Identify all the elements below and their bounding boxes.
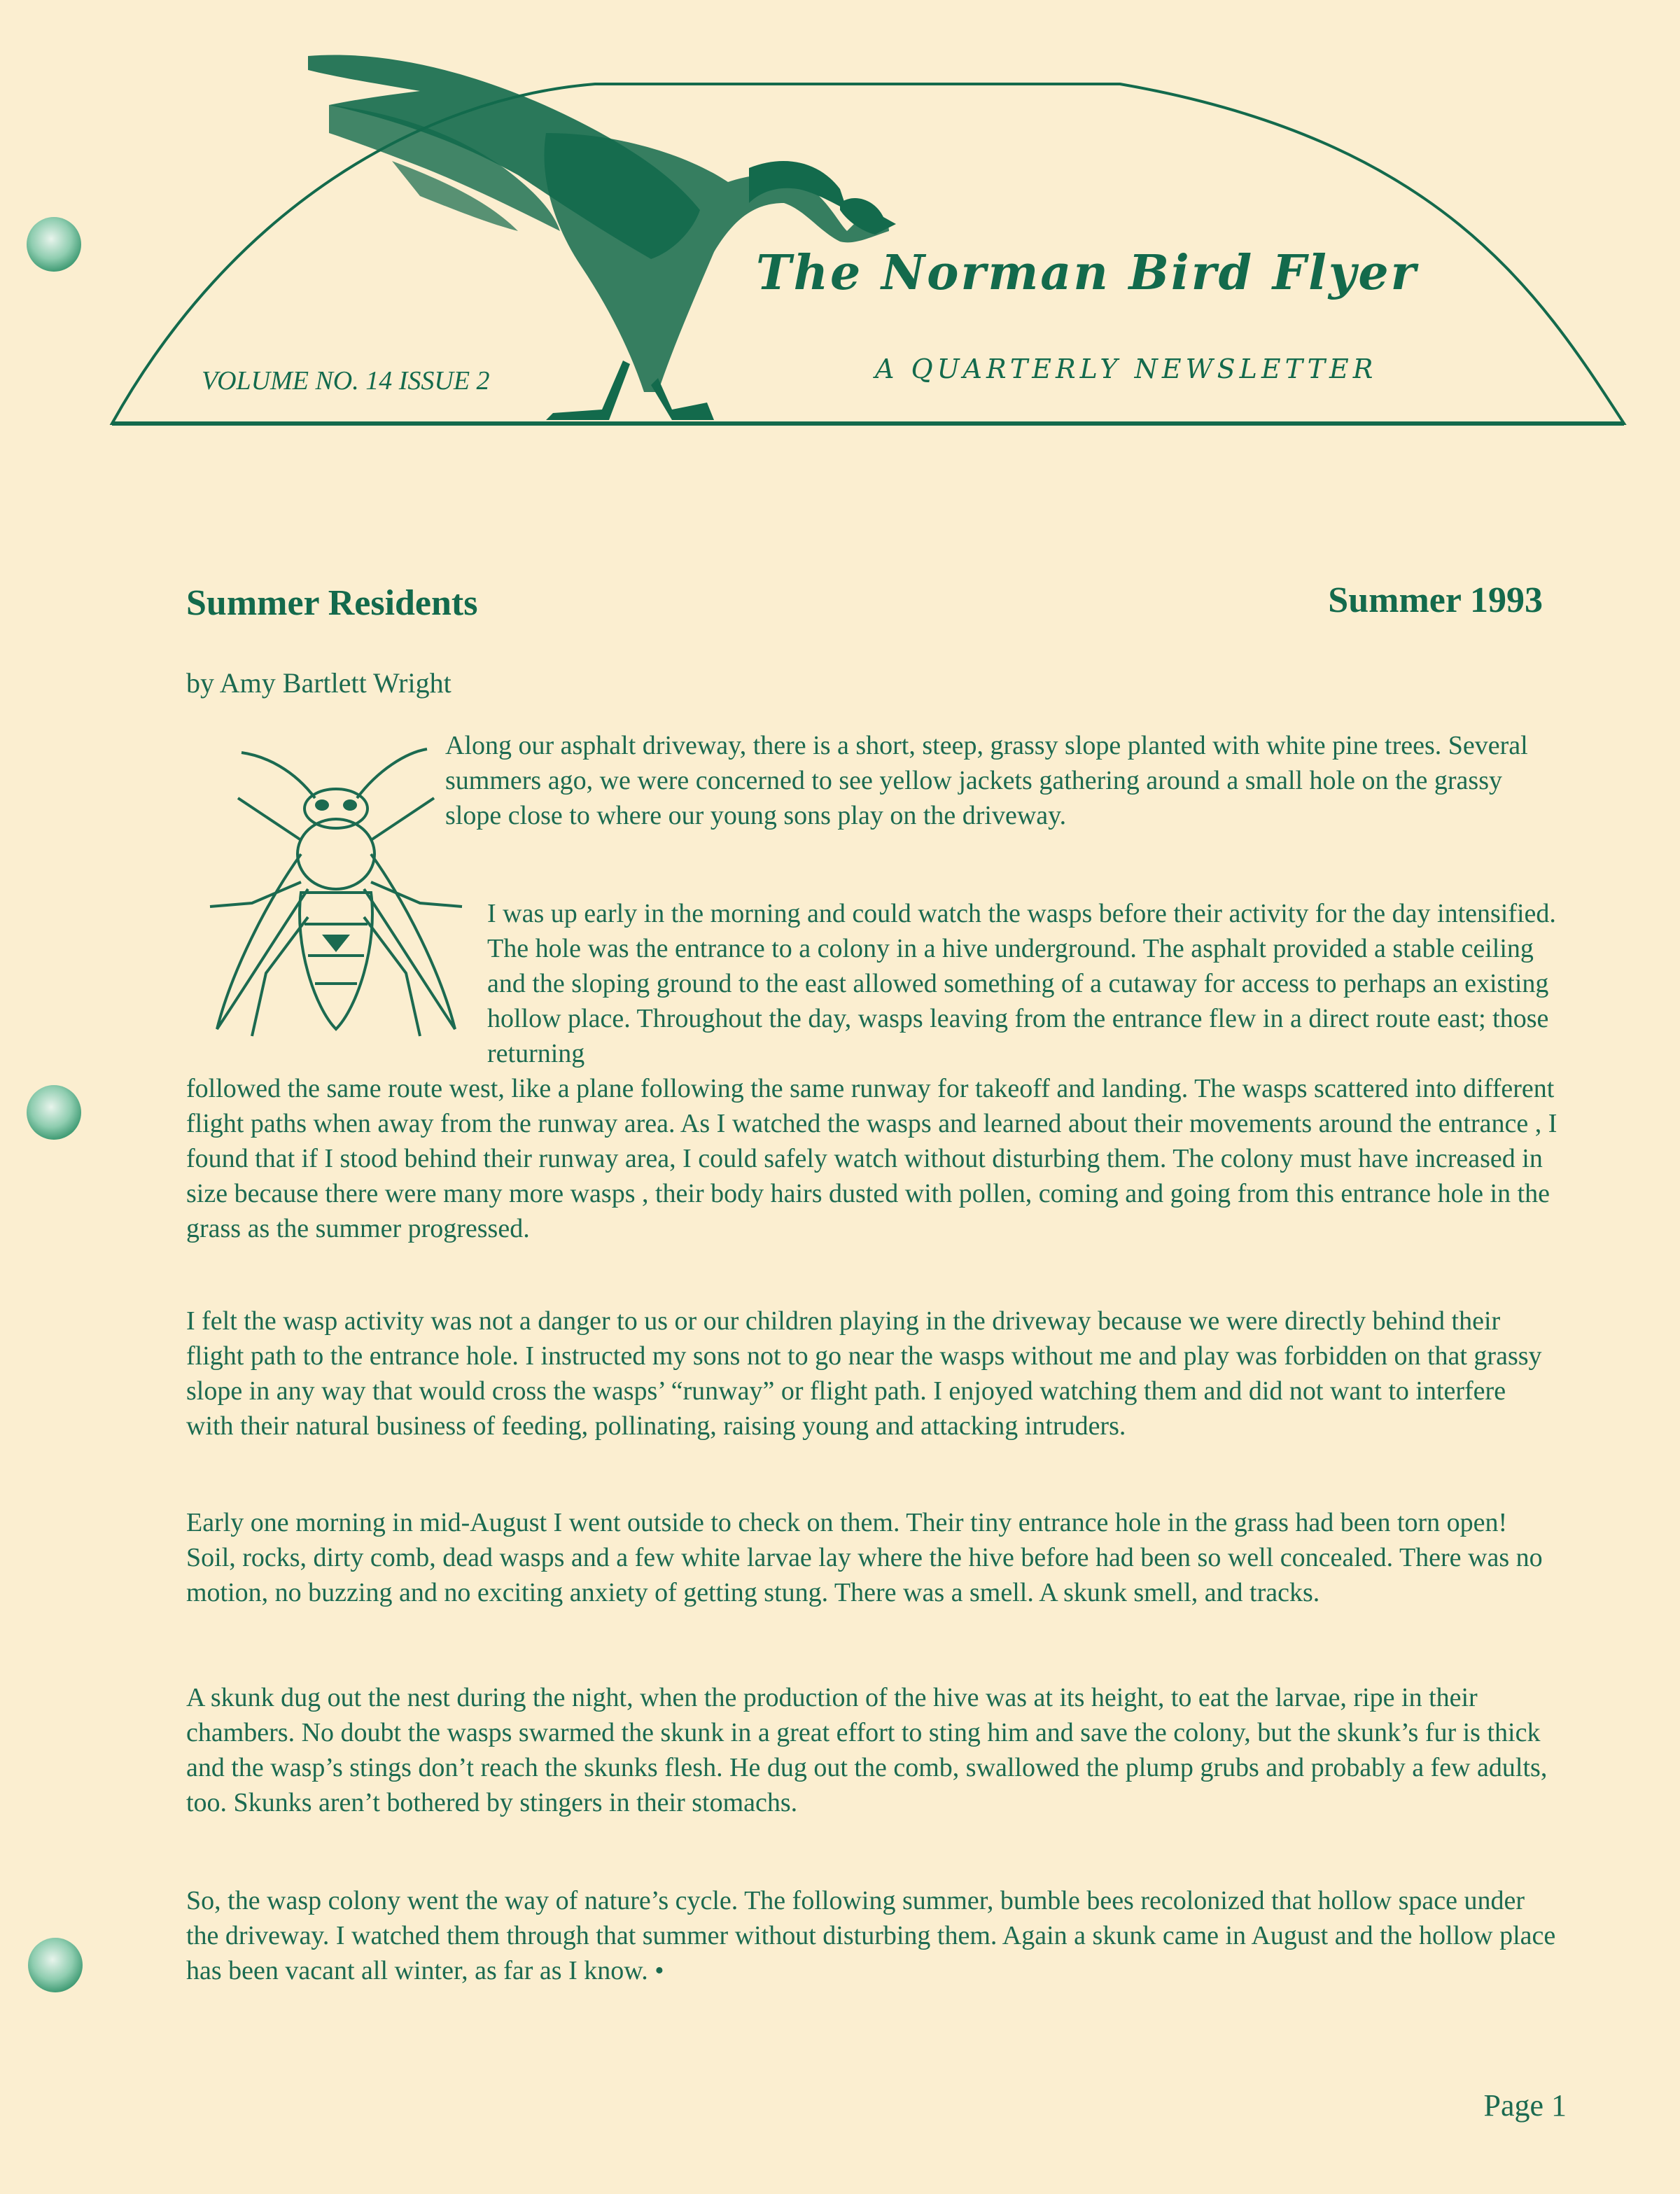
newsletter-title: The Norman Bird Flyer	[756, 245, 1418, 301]
binder-hole-top	[27, 217, 81, 272]
article-headline: Summer Residents	[186, 583, 478, 623]
article-paragraph: Along our asphalt driveway, there is a short, steep, grassy slope planted with white pine trees. Several summers ago, we were concerned to see yellow jackets gathering around a small hole on the grassy slope close to where our young sons play on the driveway.	[445, 731, 1528, 830]
article-paragraph: So, the wasp colony went the way of nature’s cycle. The following summer, bumble bees recolonized that hollow space under the driveway. I watched them through that summer without disturbing them. Again a skunk came in August and the hollow place has been vacant all winter, as far as I know. •	[186, 1886, 1556, 1985]
binder-hole-middle	[27, 1085, 81, 1140]
article-paragraph: I felt the wasp activity was not a danger to us or our children playing in the driveway because we were directly behind their flight path to the entrance hole. I instructed my sons not to go near the wasps without me and play was forbidden on that grassy slope in any way that would cross the wasps’ “runway” or flight path. I enjoyed watching them and did not want to interfere with their natural business of feeding, pollinating, raising young and attacking intruders.	[186, 1306, 1542, 1441]
newsletter-tagline: A QUARTERLY NEWSLETTER	[875, 354, 1378, 384]
wasp-icon	[203, 721, 469, 1057]
page-number: Page 1	[1483, 2088, 1567, 2123]
article-byline: by Amy Bartlett Wright	[186, 667, 451, 699]
masthead	[0, 0, 1680, 448]
article-paragraph: A skunk dug out the nest during the night, when the production of the hive was at its height, to eat the larvae, ripe in their chambers. No doubt the wasps swarmed the skunk in a great effort to sting him and save the colony, but the skunk’s fur is thick and the wasp’s stings don’t reach the skunks flesh. He dug out the comb, swallowed the plump grubs and probably a few adults, too. Skunks aren’t bothered by stingers in their stomachs.	[186, 1683, 1548, 1817]
article-paragraph: I was up early in the morning and could watch the wasps before their activity for the day intensified. The hole was the entrance to a colony in a hive underground. The asphalt provided a stable ceiling and the sloping ground to the east allowed something of a cutaway for access to perhaps an existing hollow place. Throughout the day, wasps leaving from the entrance flew in a direct route east; those returning	[487, 899, 1556, 1068]
issue-season: Summer 1993	[1328, 580, 1543, 620]
volume-issue: VOLUME NO. 14 ISSUE 2	[202, 366, 490, 396]
article-paragraph: followed the same route west, like a plane following the same runway for takeoff and landing. The wasps scattered into different flight paths when away from the runway area. As I watched the wasps and learned about their movements around the entrance , I found that if I stood behind their runway area, I could safely watch without disturbing them. The colony must have increased in size because there were many more wasps , their body hairs dusted with pollen, coming and going from this entrance hole in the grass as the summer progressed.	[186, 1074, 1558, 1243]
binder-hole-bottom	[28, 1938, 83, 1992]
article-paragraph: Early one morning in mid-August I went outside to check on them. Their tiny entrance hole in the grass had been torn open! Soil, rocks, dirty comb, dead wasps and a few white larvae lay where the hive before had been so well concealed. There was no motion, no buzzing and no exciting anxiety of getting stung. There was a smell. A skunk smell, and tracks.	[186, 1508, 1543, 1607]
